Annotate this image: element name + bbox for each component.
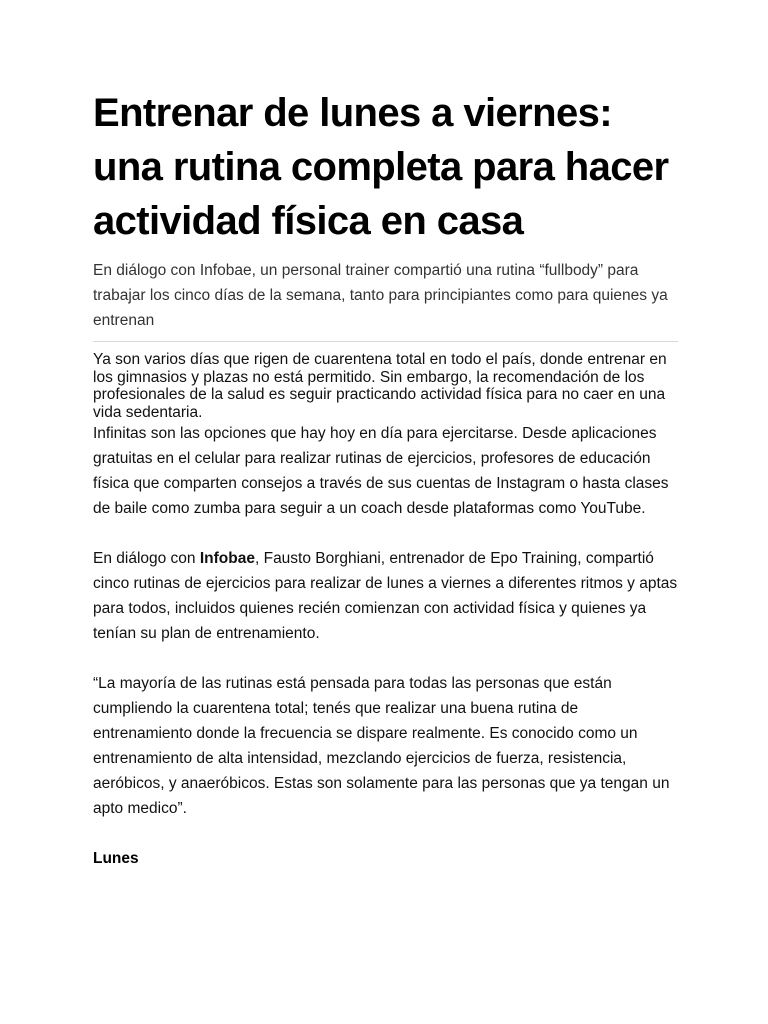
source-name: Infobae: [199, 550, 255, 567]
paragraph-spacer: [93, 821, 678, 846]
article: [93, 86, 678, 871]
paragraph-text: En diálogo con: [93, 550, 200, 567]
article-paragraph: Infinitas son las opciones que hay hoy en día para ejercitarse. Desde aplicaciones gratuitas en el celular para realizar rutinas de ejercicios, profesores de educación física que comparten consejos a través de sus cuentas de Instagram o hasta clases de baile como zumba para seguir a un coach desde plataformas como YouTube.: [93, 425, 669, 517]
paragraph-spacer: [93, 521, 678, 546]
divider: [93, 341, 678, 342]
article-paragraph: [93, 546, 678, 646]
paragraph-spacer: [93, 646, 678, 671]
section-heading: Lunes: [93, 850, 139, 867]
article-quote: “La mayoría de las rutinas está pensada para todas las personas que están cumpliendo la cuarentena total; tenés que realizar una buena rutina de entrenamiento donde la frecuencia se dispare realmente. Es conocido como un entrenamiento de alta intensidad, mezclando ejercicios de fuerza, resistencia, aeróbicos, y anaeróbicos. Estas son solamente para las personas que ya tengan un apto medico”.: [93, 675, 670, 817]
article-lead: Ya son varios días que rigen de cuarentena total en todo el país, donde entrenar en los gimnasios y plazas no está permitido. Sin embargo, la recomendación de los profesionales de la salud es seguir practicando actividad física para no caer en una vida sedentaria.: [93, 351, 667, 421]
paragraph-text: , Fausto Borghiani, entrenador de Epo Training, compartió cinco rutinas de ejercicios para realizar de lunes a viernes a diferentes ritmos y aptas para todos, incluidos quienes recién comienzan con actividad física y quienes ya tenían su plan de entrenamiento.: [93, 550, 678, 642]
article-title: Entrenar de lunes a viernes: una rutina completa para hacer actividad física en casa: [93, 91, 669, 243]
article-subtitle: En diálogo con Infobae, un personal trainer compartió una rutina “fullbody” para trabajar los cinco días de la semana, tanto para principiantes como para quienes ya entrenan: [93, 262, 668, 329]
